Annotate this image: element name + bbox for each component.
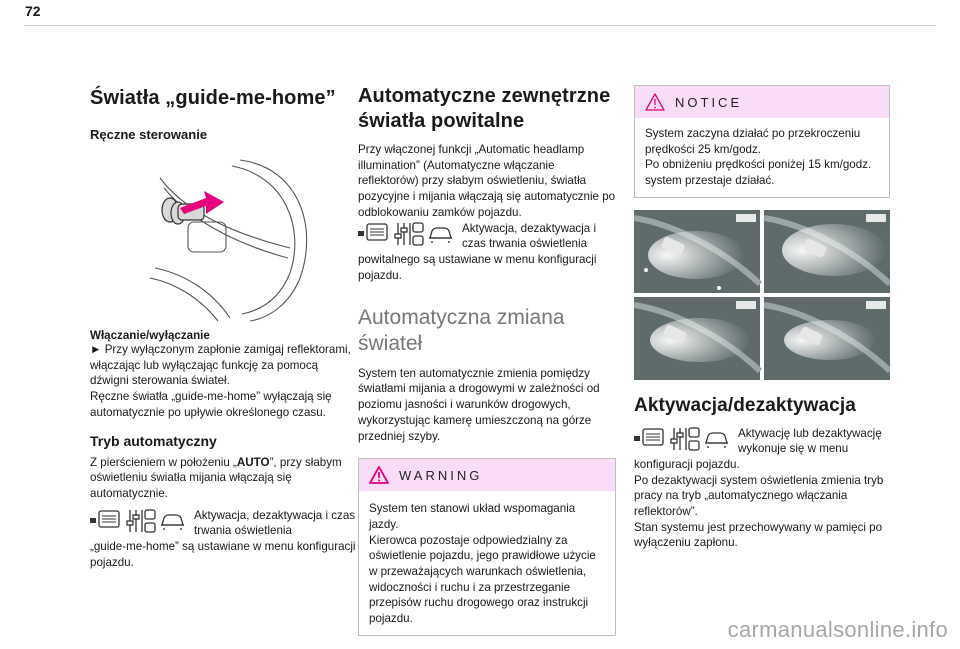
notice-label: NOTICE [675, 94, 743, 110]
menu-screen-icon [90, 508, 186, 534]
warning-header [359, 459, 615, 491]
welcome-inline-text: Aktywacja, dezaktywacja i czas trwania oświetlenia [462, 221, 597, 251]
headlamp-stalk-illustration [140, 158, 320, 323]
activation-line: Stan systemu jest przechowywany w pamięci po wyłączeniu zapłonu. [634, 520, 883, 550]
top-divider [24, 25, 936, 26]
heading-on-off: Włączanie/wyłączanie [90, 329, 210, 342]
settings-icons-row-3 [634, 426, 890, 457]
settings-sliders-icon [127, 510, 155, 532]
menu-screen-icon [634, 426, 730, 452]
settings-sliders-icon [395, 223, 423, 245]
warning-label: WARNING [399, 467, 483, 483]
section-title-auto-switch: Automatyczna zmiana świateł [358, 306, 565, 355]
watermark: carmanualsonline.info [727, 617, 948, 642]
column-guide-me-home [90, 70, 356, 570]
page-number: 72 [25, 3, 41, 19]
column-welcome-lights [358, 70, 616, 636]
car-icon [705, 433, 728, 448]
car-icon [429, 228, 452, 243]
notice-body [635, 118, 889, 197]
warning-box [358, 458, 616, 636]
subtitle-manual: Ręczne sterowanie [90, 127, 208, 142]
onoff-paragraph-2: Ręczne światła „guide-me-home” wyłączają się automatycznie po upływie określonego czasu. [90, 390, 332, 419]
warning-triangle-icon [645, 93, 665, 111]
notice-header [635, 86, 889, 118]
section-title-activation: Aktywacja/dezaktywacja [634, 394, 856, 416]
warning-line: System ten stanowi układ wspomagania jazdy. [369, 502, 576, 531]
warning-body [359, 491, 615, 635]
welcome-after-text: powitalnego są ustawiane w menu konfiguracji pojazdu. [358, 252, 597, 282]
settings-inline-text: Aktywacja, dezaktywacja i czas trwania oświetlenia [194, 508, 356, 538]
section-title-welcome: Automatyczne zewnętrzne światła powitalne [358, 85, 611, 132]
settings-icons-row-2 [358, 221, 616, 252]
menu-screen-icon [358, 221, 454, 247]
settings-sliders-icon [671, 428, 699, 450]
activation-inline-text: Aktywację lub dezaktywację wykonuje się w menu [738, 426, 882, 456]
settings-icons-row [90, 508, 356, 539]
auto-keyword: AUTO [236, 455, 270, 469]
notice-line: Po obniżeniu prędkości poniżej 15 km/godz. system przestaje działać. [645, 158, 872, 188]
warning-line: Kierowca pozostaje odpowiedzialny za oświetlenie pojazdu, jego prawidłowe użycie w przeważających warunkach oświetlenia, widoczności i ruchu i za przestrzeganie przepisów ruchu drogowego oraz instrukcji pojazdu. [369, 533, 596, 626]
heading-auto-mode: Tryb automatyczny [90, 432, 217, 449]
auto-switch-paragraph: System ten automatycznie zmienia pomiędzy światłami mijania a drogowymi w zależności od poziomu jasności i warunków drogowych, wykorzystując kamerę umieszczoną na górze przedniej szyby. [358, 366, 600, 443]
auto-paragraph: Z pierścieniem w położeniu „AUTO”, przy słabym oświetleniu światła mijania włączają się automatycznie. [90, 455, 342, 500]
notice-line: System zaczyna działać po przekroczeniu prędkości 25 km/godz. [645, 127, 861, 156]
activation-line: Po dezaktywacji system oświetlenia zmienia tryb pracy na tryb „automatycznego włączania reflektorów”. [634, 473, 884, 519]
column-activation [634, 85, 890, 551]
section-title-guide-me-home: Światła „guide-me-home” [90, 87, 336, 109]
warning-triangle-icon [369, 466, 389, 484]
onoff-paragraph: ► Przy wyłączonym zapłonie zamigaj reflektorami, włączając lub wyłączając funkcję za pomocą dźwigni sterowania świateł. [90, 343, 351, 388]
welcome-paragraph: Przy włączonej funkcji „Automatic headlamp illumination” (Automatyczne włączanie reflektorów) przy słabym oświetleniu, światła pozycyjne i mijania włączają się automatycznie po odblokowaniu zamków pojazdu. [358, 143, 616, 219]
settings-after-text: „guide-me-home” są ustawiane w menu konfiguracji pojazdu. [90, 540, 356, 569]
notice-box [634, 85, 890, 198]
car-icon [161, 515, 184, 530]
auto-beam-illustration [634, 210, 890, 380]
activation-line: konfiguracji pojazdu. [634, 457, 740, 471]
